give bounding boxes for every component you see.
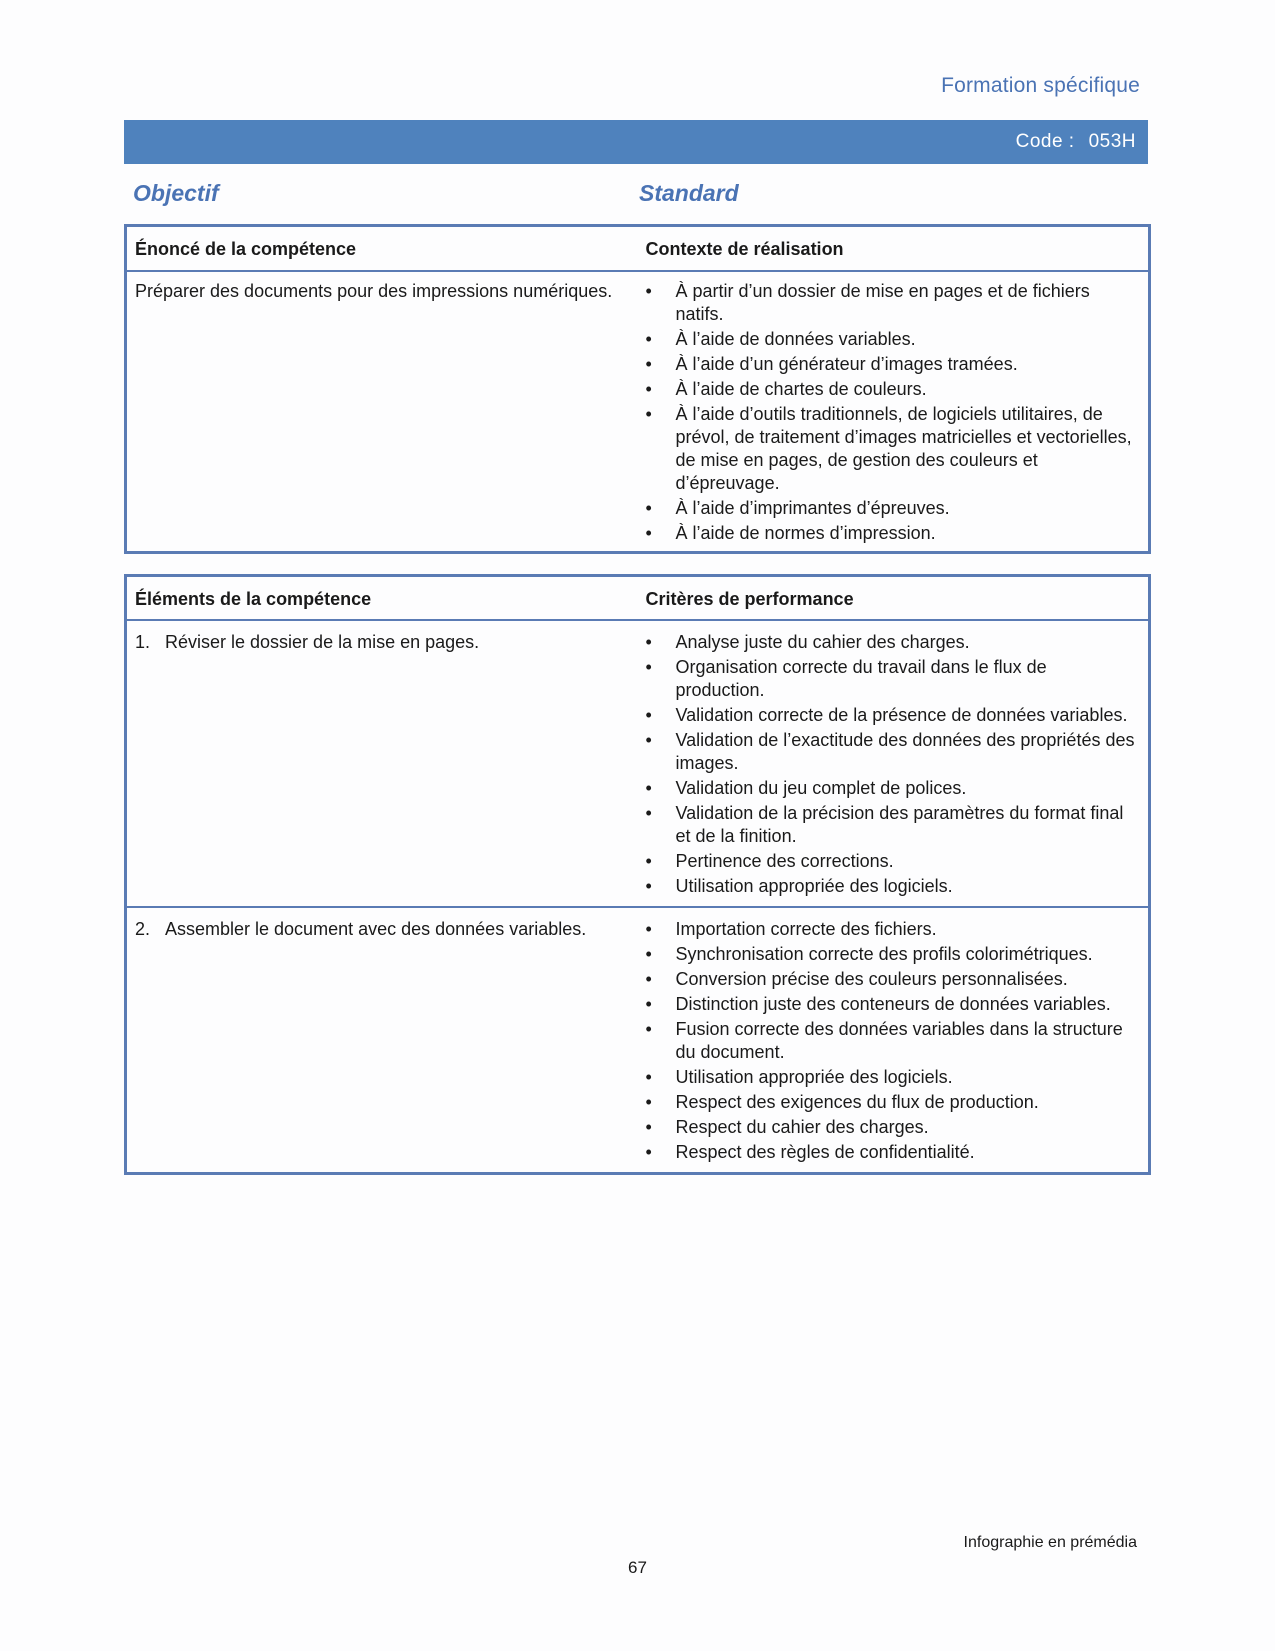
list-item: • À l’aide d’un générateur d’images tramées.	[646, 353, 1141, 376]
list-item: • Validation correcte de la présence de données variables.	[646, 704, 1141, 727]
standard-label: Standard	[639, 180, 739, 206]
code-label: Code :	[1015, 131, 1075, 152]
list-item: • Pertinence des corrections.	[646, 850, 1141, 873]
element-text: Assembler le document avec des données variables.	[165, 919, 587, 939]
competence-table	[124, 224, 1151, 554]
list-item: • Utilisation appropriée des logiciels.	[646, 875, 1141, 898]
list-item: • Respect des exigences du flux de production.	[646, 1091, 1141, 1114]
list-item: • À l’aide d’imprimantes d’épreuves.	[646, 497, 1141, 520]
list-item: • Analyse juste du cahier des charges.	[646, 631, 1141, 654]
list-item: • À partir d’un dossier de mise en pages et de fichiers natifs.	[646, 280, 1141, 326]
list-item: • À l’aide de chartes de couleurs.	[646, 378, 1141, 401]
list-item: • Synchronisation correcte des profils colorimétriques.	[646, 943, 1141, 966]
table-row	[126, 620, 1150, 907]
context-list	[646, 280, 1141, 545]
list-item: • Validation de la précision des paramètres du format final et de la finition.	[646, 802, 1141, 848]
context-header: Contexte de réalisation	[638, 226, 1150, 271]
list-item: • Utilisation appropriée des logiciels.	[646, 1066, 1141, 1089]
list-item: • Conversion précise des couleurs personnalisées.	[646, 968, 1141, 991]
criteria-list	[646, 918, 1141, 1164]
element-number: 2.	[135, 919, 151, 939]
context-cell	[638, 271, 1150, 553]
list-item: • À l’aide de normes d’impression.	[646, 522, 1141, 545]
elements-header: Éléments de la compétence	[126, 576, 638, 621]
footer-program: Infographie en prémédia	[963, 1534, 1137, 1551]
section-heading: Formation spécifique	[941, 74, 1140, 97]
competence-statement: Préparer des documents pour des impressions numériques.	[135, 280, 613, 301]
element-item	[135, 631, 630, 654]
list-item: • Validation de l’exactitude des données des propriétés des images.	[646, 729, 1141, 775]
list-item: • À l’aide de données variables.	[646, 328, 1141, 351]
criteria-cell	[638, 620, 1150, 907]
element-number: 1.	[135, 632, 151, 652]
criteria-header: Critères de performance	[638, 576, 1150, 621]
page-number: 67	[628, 1558, 647, 1577]
list-item: • Organisation correcte du travail dans le flux de production.	[646, 656, 1141, 702]
element-item	[135, 918, 630, 941]
list-item: • Respect du cahier des charges.	[646, 1116, 1141, 1139]
list-item: • Importation correcte des fichiers.	[646, 918, 1141, 941]
list-item: • Respect des règles de confidentialité.	[646, 1141, 1141, 1164]
list-item: • Fusion correcte des données variables dans la structure du document.	[646, 1018, 1141, 1064]
element-text: Réviser le dossier de la mise en pages.	[165, 632, 480, 652]
objective-label: Objectif	[133, 180, 219, 206]
code-value: 053H	[1088, 131, 1136, 152]
criteria-list	[646, 631, 1141, 898]
element-cell	[126, 620, 638, 907]
list-item: • Validation du jeu complet de polices.	[646, 777, 1141, 800]
code-bar	[124, 120, 1148, 164]
list-item: • À l’aide d’outils traditionnels, de logiciels utilitaires, de prévol, de traitement d’images matricielles et vectorielles, de mise en pages, de gestion des couleurs et d’épreuvage.	[646, 403, 1141, 495]
criteria-cell	[638, 907, 1150, 1174]
elements-table	[124, 574, 1151, 1175]
statement-header: Énoncé de la compétence	[126, 226, 638, 271]
element-cell	[126, 907, 638, 1174]
table-row	[126, 907, 1150, 1174]
list-item: • Distinction juste des conteneurs de données variables.	[646, 993, 1141, 1016]
program-code	[1016, 131, 1136, 153]
